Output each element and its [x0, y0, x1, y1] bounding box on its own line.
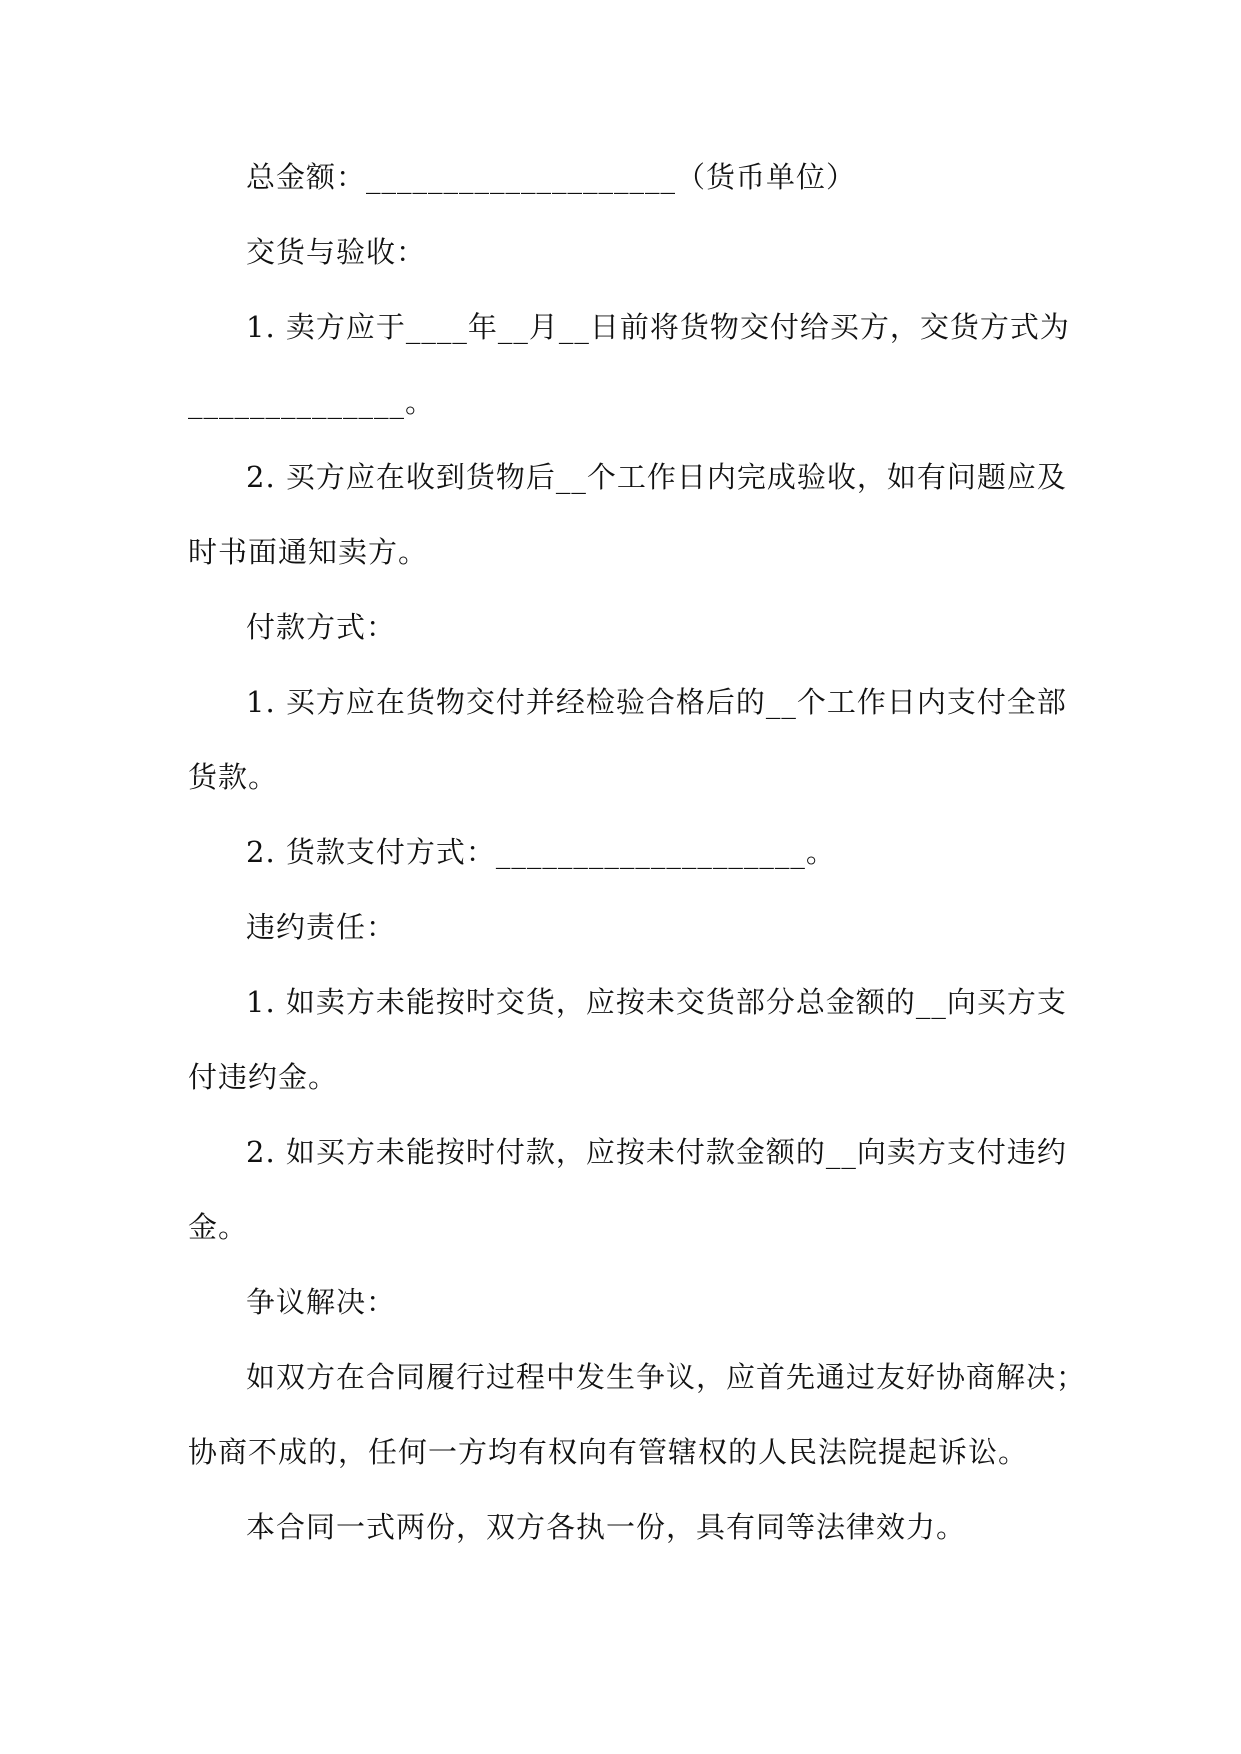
payment-clause-1: 1. 买方应在货物交付并经检验合格后的__个工作日内支付全部: [246, 685, 1067, 719]
liability-clause-1: 1. 如卖方未能按时交货，应按未交货部分总金额的__向买方支: [246, 985, 1067, 1019]
delivery-clause-2: 2. 买方应在收到货物后__个工作日内完成验收，如有问题应及: [246, 460, 1067, 494]
liability-clause-2-cont: 金。: [188, 1210, 249, 1244]
total-amount-line: 总金额：____________________（货币单位）: [246, 160, 857, 194]
payment-clause-2: 2. 货款支付方式：____________________。: [246, 835, 836, 869]
dispute-clause-cont: 协商不成的，任何一方均有权向有管辖权的人民法院提起诉讼。: [188, 1435, 1029, 1469]
copies-clause: 本合同一式两份，双方各执一份，具有同等法律效力。: [246, 1510, 967, 1544]
liability-clause-2: 2. 如买方未能按时付款，应按未付款金额的__向卖方支付违约: [246, 1135, 1067, 1169]
section-heading-delivery: 交货与验收：: [246, 235, 427, 269]
delivery-clause-2-cont: 时书面通知卖方。: [188, 535, 429, 569]
section-heading-liability: 违约责任：: [246, 910, 397, 944]
section-heading-dispute: 争议解决：: [246, 1285, 397, 1319]
payment-clause-1-cont: 货款。: [188, 760, 279, 794]
dispute-clause: 如双方在合同履行过程中发生争议，应首先通过友好协商解决；: [246, 1360, 1087, 1394]
delivery-clause-1: 1. 卖方应于____年__月__日前将货物交付给买方，交货方式为: [246, 310, 1070, 344]
document-body: [188, 140, 1087, 1565]
liability-clause-1-cont: 付违约金。: [188, 1060, 339, 1094]
delivery-clause-1-cont: ______________。: [188, 385, 436, 419]
section-heading-payment: 付款方式：: [246, 610, 397, 644]
